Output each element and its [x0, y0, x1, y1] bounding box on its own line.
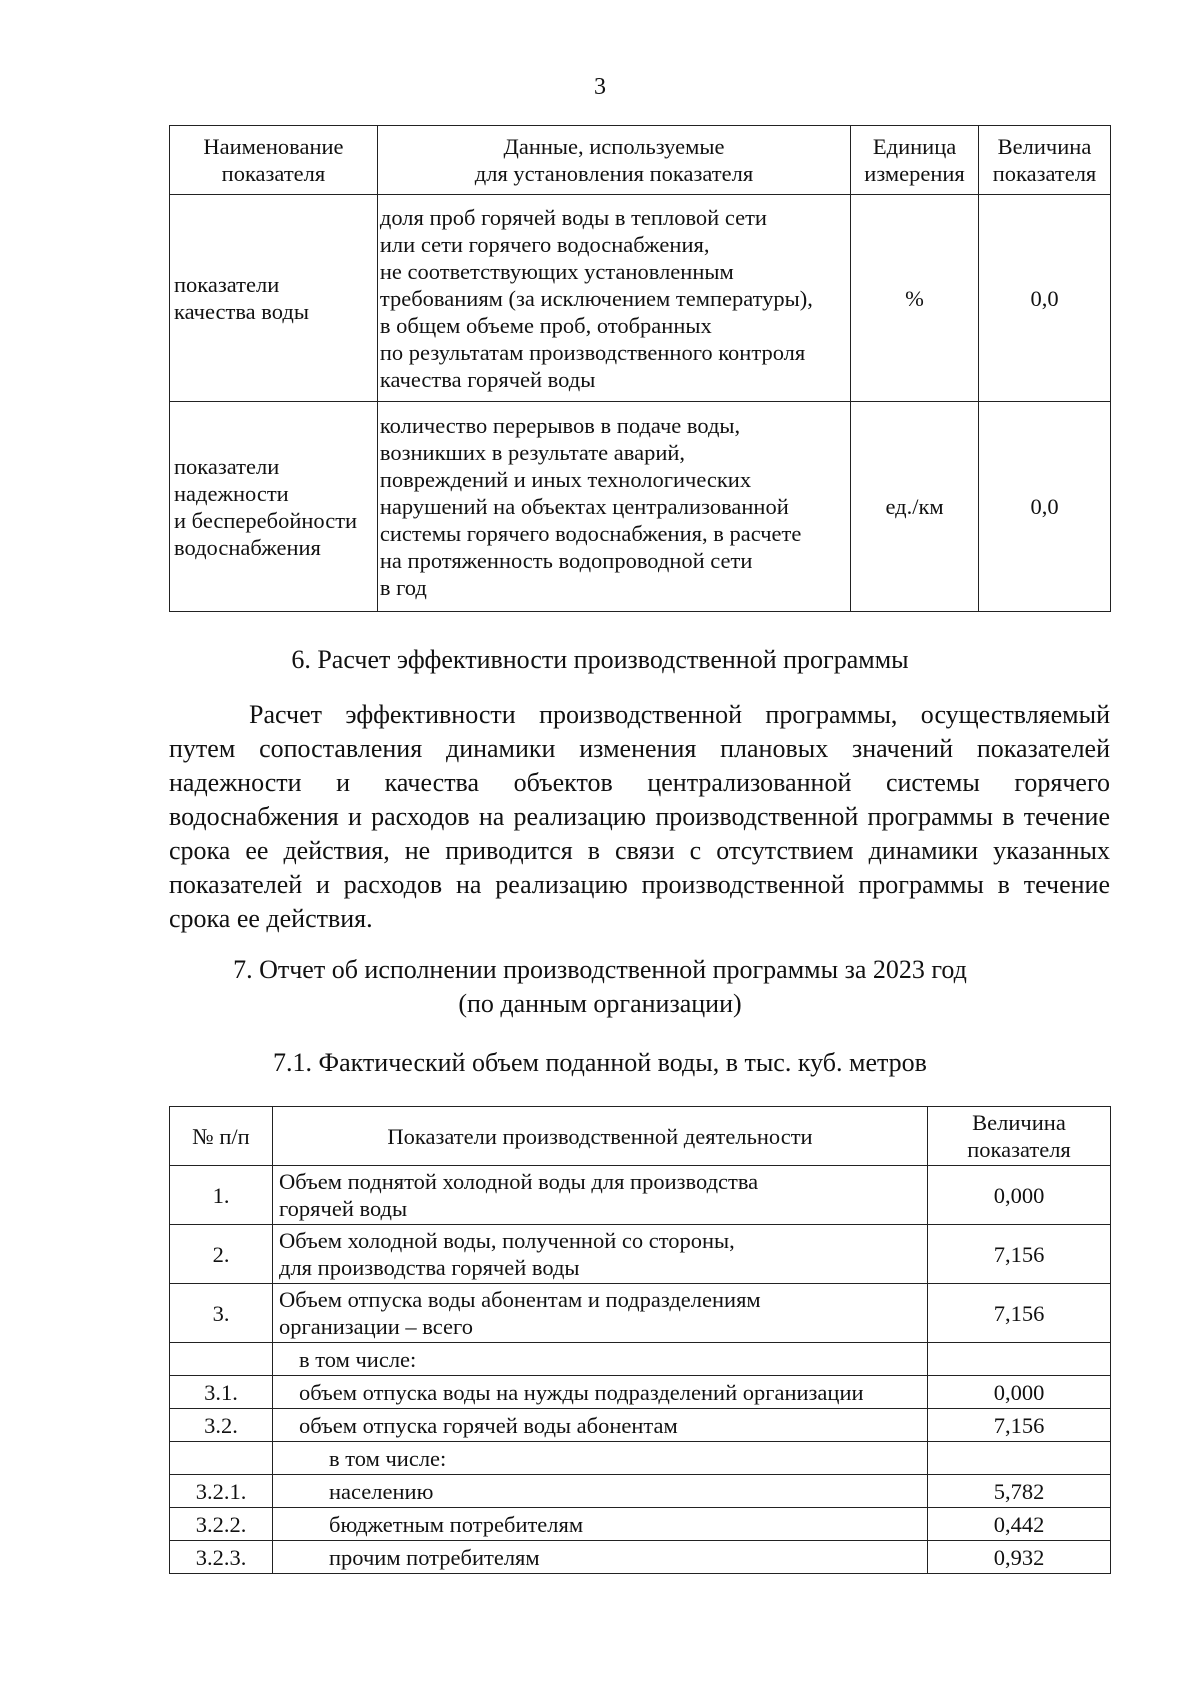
indicator-value: 0,0 — [979, 402, 1111, 612]
row-number: 2. — [170, 1225, 273, 1284]
row-indicator: населению — [273, 1475, 928, 1508]
row-indicator: Объем холодной воды, полученной со стороны, для производства горячей воды — [273, 1225, 928, 1284]
section-6-heading: 6. Расчет эффективности производственной программы — [291, 645, 909, 674]
table-row — [170, 1284, 1111, 1343]
row-value — [928, 1343, 1111, 1376]
row-indicator: Объем поднятой холодной воды для производства горячей воды — [273, 1166, 928, 1225]
row-indicator: бюджетным потребителям — [273, 1508, 928, 1541]
header-number: № п/п — [170, 1107, 273, 1166]
row-indicator: в том числе: — [273, 1343, 928, 1376]
table-header-row — [170, 1107, 1111, 1166]
row-indicator: прочим потребителям — [273, 1541, 928, 1574]
table-row — [170, 1376, 1111, 1409]
row-value: 0,932 — [928, 1541, 1111, 1574]
row-number: 3.2.3. — [170, 1541, 273, 1574]
indicator-unit: ед./км — [851, 402, 979, 612]
row-number: 3.2.1. — [170, 1475, 273, 1508]
row-indicator: объем отпуска горячей воды абонентам — [273, 1409, 928, 1442]
indicator-data: количество перерывов в подаче воды, возникших в результате аварий, повреждений и иных технологических нарушений на объектах централизованной системы горячего водоснабжения, в расчете на протяженность водопроводной сети в год — [377, 402, 850, 612]
row-indicator: объем отпуска воды на нужды подразделений организации — [273, 1376, 928, 1409]
header-value: Величина показателя — [928, 1107, 1111, 1166]
table-header-row — [170, 126, 1111, 195]
header-indicator-name: Наименование показателя — [170, 126, 378, 195]
table-row — [170, 1343, 1111, 1376]
row-number — [170, 1442, 273, 1475]
water-volume-table — [169, 1106, 1111, 1574]
row-value — [928, 1442, 1111, 1475]
table-row — [170, 1225, 1111, 1284]
table-row — [170, 1541, 1111, 1574]
page-number: 3 — [594, 74, 606, 100]
row-value: 7,156 — [928, 1225, 1111, 1284]
header-indicator: Показатели производственной деятельности — [273, 1107, 928, 1166]
indicator-unit: % — [851, 195, 979, 402]
row-indicator: в том числе: — [273, 1442, 928, 1475]
row-number: 3.2.2. — [170, 1508, 273, 1541]
row-value: 0,442 — [928, 1508, 1111, 1541]
row-number: 1. — [170, 1166, 273, 1225]
table-row — [170, 1475, 1111, 1508]
indicator-data: доля проб горячей воды в тепловой сети или сети горячего водоснабжения, не соответствующих установленным требованиям (за исключением температуры), в общем объеме проб, отобранных по результатам производственного контроля качества горячей воды — [377, 195, 850, 402]
table-row — [170, 1508, 1111, 1541]
row-value: 0,000 — [928, 1376, 1111, 1409]
table-row — [170, 402, 1111, 612]
indicator-value: 0,0 — [979, 195, 1111, 402]
section-7-1-heading: 7.1. Фактический объем поданной воды, в тыс. куб. метров — [273, 1048, 927, 1077]
row-value: 7,156 — [928, 1284, 1111, 1343]
row-number — [170, 1343, 273, 1376]
header-value: Величина показателя — [979, 126, 1111, 195]
table-row — [170, 1166, 1111, 1225]
indicator-name: показатели надежности и бесперебойности водоснабжения — [170, 402, 378, 612]
table-row — [170, 1442, 1111, 1475]
table-row — [170, 195, 1111, 402]
quality-indicators-table — [169, 125, 1111, 612]
indicator-name: показатели качества воды — [170, 195, 378, 402]
section-6-paragraph: Расчет эффективности производственной программы, осуществляемый путем сопоставления динамики изменения плановых значений показателей надежности и качества объектов централизованной системы горячего водоснабжения и расходов на реализацию производственной программы в течение срока ее действия, не приводится в связи с отсутствием динамики указанных показателей и расходов на реализацию производственной программы в течение срока ее действия. — [169, 700, 1110, 933]
row-value: 5,782 — [928, 1475, 1111, 1508]
table-row — [170, 1409, 1111, 1442]
section-7-heading: 7. Отчет об исполнении производственной программы за 2023 год (по данным организации) — [233, 955, 967, 1018]
row-indicator: Объем отпуска воды абонентам и подразделениям организации – всего — [273, 1284, 928, 1343]
row-number: 3.1. — [170, 1376, 273, 1409]
header-data-used: Данные, используемые для установления показателя — [377, 126, 850, 195]
row-number: 3.2. — [170, 1409, 273, 1442]
row-value: 7,156 — [928, 1409, 1111, 1442]
row-value: 0,000 — [928, 1166, 1111, 1225]
header-unit: Единица измерения — [851, 126, 979, 195]
row-number: 3. — [170, 1284, 273, 1343]
